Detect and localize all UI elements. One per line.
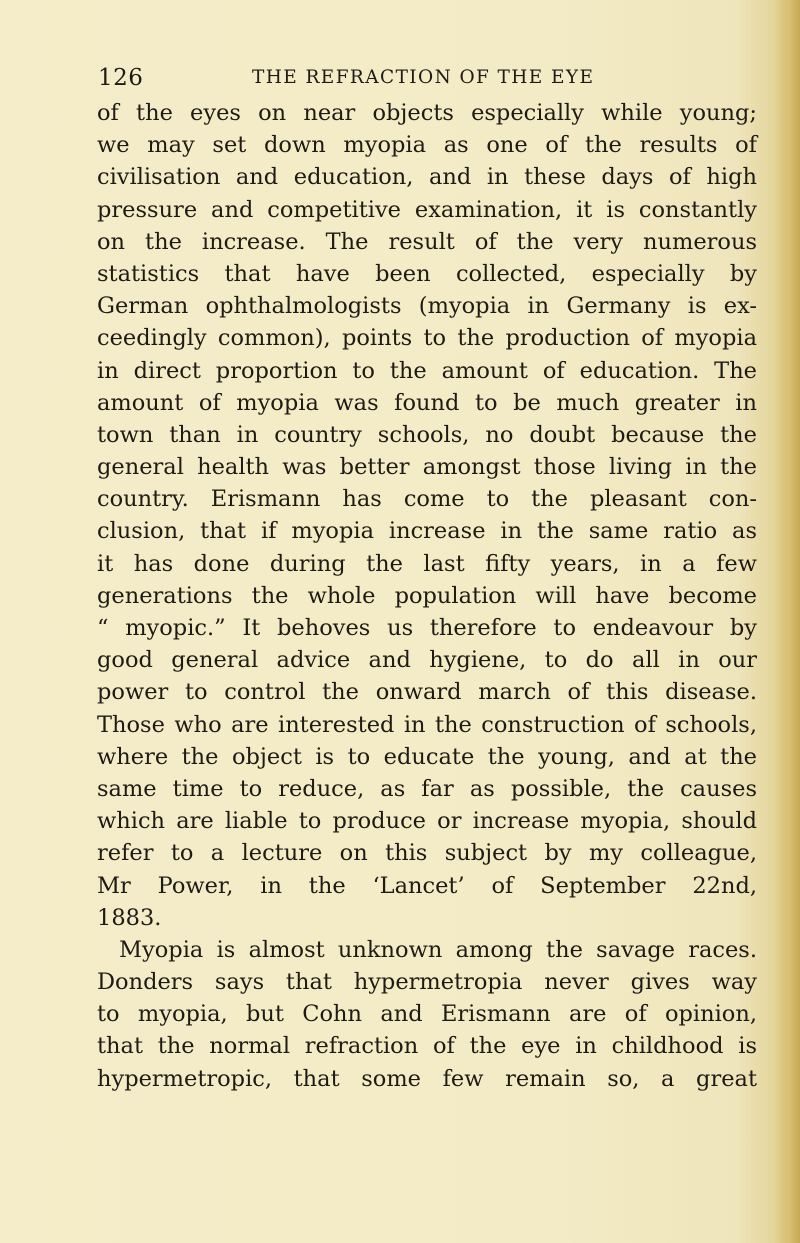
text-line: that the normal refraction of the eye in childhood is xyxy=(97,1033,757,1060)
text-line: pressure and competitive examination, it is constantly xyxy=(97,196,757,223)
text-line: amount of myopia was found to be much greater in xyxy=(97,389,757,416)
text-line: same time to reduce, as far as possible, the causes xyxy=(97,775,757,802)
text-line: Donders says that hypermetropia never gives way xyxy=(97,969,757,996)
text-line: of the eyes on near objects especially while young; xyxy=(97,100,757,126)
text-line: power to control the onward march of this disease. xyxy=(97,679,757,706)
text-line: it has done during the last fifty years, in a few xyxy=(97,550,757,577)
text-line: to myopia, but Cohn and Erismann are of opinion, xyxy=(97,1001,757,1028)
page-number: 126 xyxy=(98,65,144,91)
text-line: refer to a lecture on this subject by my colleague, xyxy=(97,840,757,867)
running-head: THE REFRACTION OF THE EYE xyxy=(252,67,595,88)
text-line: clusion, that if myopia increase in the same ratio as xyxy=(97,518,757,545)
text-line: ceedingly common), points to the production of myopia xyxy=(97,325,757,352)
text-line: we may set down myopia as one of the results of xyxy=(97,132,757,159)
text-line: statistics that have been collected, especially by xyxy=(97,260,757,287)
text-line: country. Erismann has come to the pleasant con- xyxy=(97,486,757,513)
text-line: general health was better amongst those living in the xyxy=(97,454,757,481)
text-line: “ myopic.” It behoves us therefore to endeavour by xyxy=(97,615,757,641)
text-line: good general advice and hygiene, to do all in our xyxy=(97,647,757,674)
page-edge-shadow xyxy=(774,0,800,1243)
text-line: Those who are interested in the construction of schools, xyxy=(97,711,757,738)
paragraph-end-line: 1883. xyxy=(97,904,162,931)
text-line: where the object is to educate the young, and at the xyxy=(97,743,757,770)
text-line: civilisation and education, and in these days of high xyxy=(97,164,757,191)
text-line: on the increase. The result of the very numerous xyxy=(97,228,757,255)
text-line: town than in country schools, no doubt because the xyxy=(97,421,757,448)
body-text xyxy=(97,97,757,1095)
paragraph-start-line: Myopia is almost unknown among the savage races. xyxy=(119,936,757,963)
text-line: hypermetropic, that some few remain so, a great xyxy=(97,1065,757,1092)
text-line: Mr Power, in the ‘Lancet’ of September 22nd, xyxy=(97,872,757,899)
text-line: German ophthalmologists (myopia in Germany is ex- xyxy=(97,293,757,320)
text-line: which are liable to produce or increase myopia, should xyxy=(97,808,757,835)
text-line: in direct proportion to the amount of education. The xyxy=(97,357,757,384)
text-line: generations the whole population will have become xyxy=(97,582,757,609)
